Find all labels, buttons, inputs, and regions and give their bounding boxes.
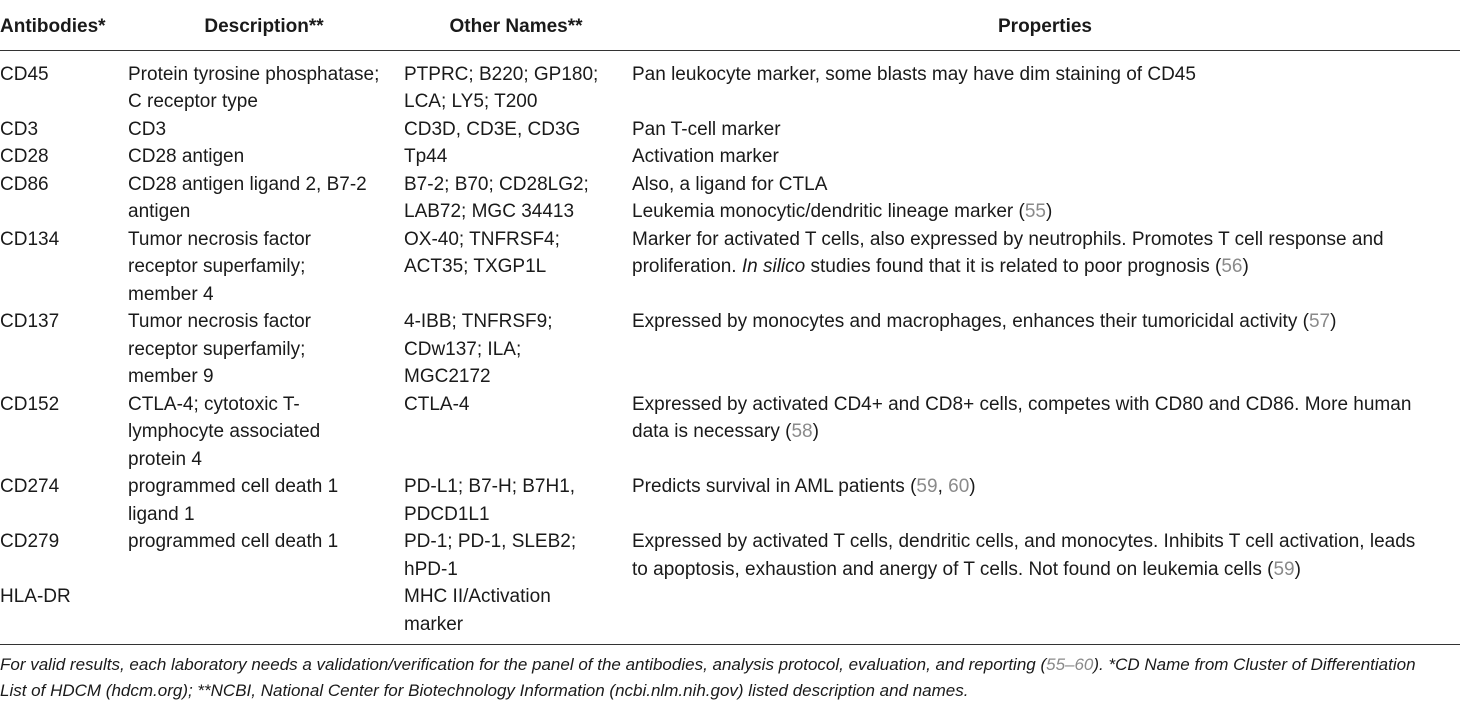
other-names-cell: 4-IBB; TNFRSF9; CDw137; ILA; MGC2172 [404,311,553,387]
properties-cell: Activation marker [632,146,779,167]
other-names-cell: PD-L1; B7-H; B7H1, PDCD1L1 [404,476,576,525]
description-cell: Protein tyrosine phosphatase; C receptor type [128,63,380,112]
other-names-cell: MHC II/Activation marker [402,583,630,645]
properties-cell: Expressed by activated T cells, dendritic cells, and monocytes. Inhibits T cell activation, leads to apoptosis, exhaustion and anergy of T cells. Not found on leukemia cells (59) [632,531,1416,580]
table-row [0,171,1460,226]
citation-link[interactable]: 56 [1221,256,1243,277]
antibody-cell: CD279 [0,531,60,552]
properties-cell: Pan leukocyte marker, some blasts may have dim staining of CD45 [632,63,1196,85]
other-names-cell: OX-40; TNFRSF4; ACT35; TXGP1L [404,228,560,277]
citation-link[interactable]: 55–60 [1046,655,1094,674]
other-names-cell: Tp44 [404,146,448,167]
antibody-table [0,4,1460,645]
table-row [0,50,1460,116]
citation-link[interactable]: 59 [1273,558,1295,580]
properties-cell [630,583,1460,645]
citation-link[interactable]: 60 [948,476,970,497]
antibody-cell: CD134 [0,228,60,250]
description-cell: CD28 antigen ligand 2, B7-2 antigen [128,173,367,222]
citation-link[interactable]: 59 [916,476,938,497]
table-row [0,473,1460,528]
table-row [0,116,1460,144]
antibody-cell: HLA-DR [0,583,126,645]
antibody-cell: CD28 [0,146,49,167]
header-antibodies: Antibodies* [0,4,126,50]
description-cell: CTLA-4; cytotoxic T- lymphocyte associated protein 4 [128,393,321,470]
table-row [0,528,1460,583]
properties-cell: Pan T-cell marker [632,118,781,140]
table-row [0,583,1460,645]
properties-cell: Also, a ligand for CTLA Leukemia monocytic/dendritic lineage marker (55) [632,173,1053,222]
other-names-cell: B7-2; B70; CD28LG2; LAB72; MGC 34413 [404,173,589,222]
properties-cell: Expressed by activated CD4+ and CD8+ cells, competes with CD80 and CD86. More human data is necessary (58) [632,393,1412,442]
antibody-cell: CD137 [0,311,60,332]
description-cell: CD3 [128,118,167,140]
table-row [0,143,1460,171]
properties-cell: Predicts survival in AML patients (59, 60) [632,476,976,497]
citation-link[interactable]: 58 [791,421,813,442]
table-row [0,226,1460,309]
antibody-cell: CD3 [0,118,39,140]
description-cell: programmed cell death 1 ligand 1 [128,476,339,525]
properties-cell: Marker for activated T cells, also expressed by neutrophils. Promotes T cell response and proliferation. In silico studies found that it is related to poor prognosis (56) [632,228,1384,277]
description-cell: Tumor necrosis factor receptor superfamily; member 4 [128,228,312,305]
table-row [0,308,1460,391]
other-names-cell: CD3D, CD3E, CD3G [404,118,581,140]
header-other-names: Other Names** [402,4,630,50]
description-cell [126,583,402,645]
header-properties: Properties [630,4,1460,50]
other-names-cell: CTLA-4 [404,393,470,415]
header-description: Description** [126,4,402,50]
other-names-cell: PD-1; PD-1, SLEB2; hPD-1 [404,531,577,580]
description-cell: Tumor necrosis factor receptor superfamily; member 9 [128,311,312,387]
properties-cell: Expressed by monocytes and macrophages, enhances their tumoricidal activity (57) [632,311,1337,332]
citation-link[interactable]: 55 [1024,201,1046,222]
table-row [0,391,1460,474]
description-cell: CD28 antigen [128,146,245,167]
table-footnote: For valid results, each laboratory needs a validation/verification for the panel of the antibodies, analysis protocol, evaluation, and reporting (55–60). *CD Name from Cluster of Differentiation List of HDCM (hdcm.org); **NCBI, National Center for Biotechnology Information (ncbi.nlm.nih.gov) listed description and names. [0,655,1416,700]
antibody-cell: CD274 [0,476,60,497]
antibody-cell: CD86 [0,173,49,195]
antibody-cell: CD45 [0,63,49,85]
antibody-cell: CD152 [0,393,60,415]
table-header-row [0,4,1460,50]
other-names-cell: PTPRC; B220; GP180; LCA; LY5; T200 [404,63,599,112]
description-cell: programmed cell death 1 [128,531,339,552]
citation-link[interactable]: 57 [1308,311,1331,332]
